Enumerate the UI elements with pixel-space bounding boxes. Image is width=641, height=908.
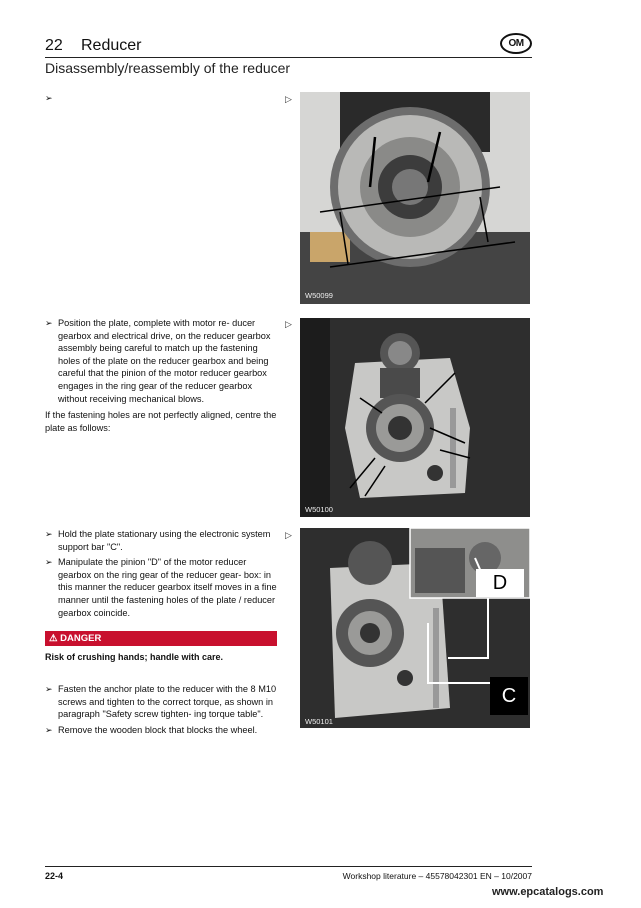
photo-marker-3: ▷: [285, 530, 292, 540]
page-footer: [45, 866, 532, 886]
photo-code: W50099: [305, 291, 333, 300]
section-title: Disassembly/reassembly of the reducer: [45, 60, 291, 76]
callout-c: C: [490, 677, 528, 715]
photo-ring-gear: [300, 92, 530, 304]
chapter-number: 22: [45, 37, 63, 54]
photo-code: W50100: [305, 505, 333, 514]
photo-ring-gear-image: [300, 92, 530, 304]
chapter-title: Reducer: [81, 37, 142, 54]
photo-code: W50101: [305, 717, 333, 726]
danger-banner: ⚠ DANGER: [45, 631, 277, 646]
photo-marker-1: ▷: [285, 94, 292, 104]
steps-5-6: [45, 683, 280, 739]
step-5-text: ➢ Fasten the anchor plate to the reducer with the 8 M10 screws and tighten to the correct torque, as shown in paragraph "Safety screw tighten- ing torque table".: [45, 683, 280, 721]
step-3-text: ➢ Hold the plate stationary using the electronic system support bar "C".: [45, 528, 280, 553]
photo-motor-plate: [300, 318, 530, 517]
watermark: www.epcatalogs.com: [492, 886, 604, 898]
step-2-text: ➢ Position the plate, complete with motor re- ducer gearbox and electrical drive, on the reducer gearbox assembly being careful to match up the fastening holes of the plate on the reducer gearbox and being careful that the pinion of the motor reducer gearbox engages in the ring gear of the reducer gearbox without receiving mechanical blows.: [45, 317, 280, 405]
step-6-text: ➢ Remove the wooden block that blocks the wheel.: [45, 724, 280, 737]
photo-motor-plate-image: [300, 318, 530, 517]
step-2: [45, 317, 280, 434]
om-logo: OM: [500, 33, 532, 54]
step-4-text: ➢ Manipulate the pinion "D" of the motor reducer gearbox on the ring gear of the reducer gear- box: in this manner the reducer gearbox itself moves in a fine manner until the fastening holes of the plate / reducer gearbox coincide.: [45, 556, 280, 619]
step-1: [45, 92, 280, 95]
callout-d: D: [476, 569, 524, 597]
footer-reference: Workshop literature – 45578042301 EN – 10/2007: [342, 871, 532, 881]
page-header: [45, 36, 532, 58]
steps-3-4: [45, 528, 280, 622]
alignment-note: If the fastening holes are not perfectly aligned, centre the plate as follows:: [45, 410, 277, 433]
photo-support-bar: [300, 528, 530, 728]
photo-marker-2: ▷: [285, 319, 292, 329]
danger-text: Risk of crushing hands; handle with care.: [45, 652, 224, 662]
page-number: 22-4: [45, 871, 64, 881]
